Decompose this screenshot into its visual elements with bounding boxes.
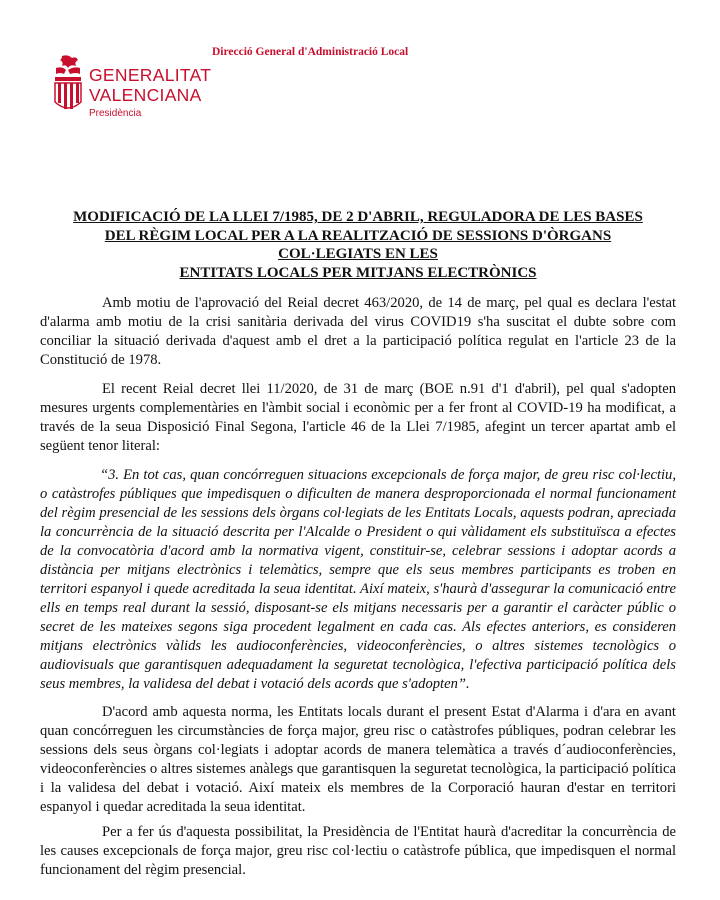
title-line: COL·LEGIATS EN LES: [278, 246, 438, 262]
paragraph-presidency: Per a fer ús d'aquesta possibilitat, la Presidència de l'Entitat haurà d'acreditar la concurrència de les causes excepcionals de força major, greu risc col·lectiu o catàstrofe pública, que impedisquen el normal funcionament del règim presencial.: [40, 824, 676, 878]
legal-quote: “3. En tot cas, quan concórreguen situacions excepcionals de força major, de greu risc col·lectiu, o catàstrofes públiques que impedisquen o dificulten de manera desproporcionada el normal funcionament del règim presencial de les sessions dels òrgans col·legiats de les Entitats Locals, aquests podran, apreciada la concurrència de la situació descrita per l'Alcalde o President o qui vàlidament els substituïsca a efectes de la convocatòria d'acord amb la normativa vigent, constituir-se, celebrar sessions i adoptar acords a distància per mitjans electrònics i telemàtics, sempre que els seus membres participants es troben en territori espanyol i quede acreditada la seua identitat. Així mateix, s'haurà d'assegurar la comunicació entre ells en temps real durant la sessió, disposant-se els mitjans necessaris per a garantir el caràcter públic o secret de les mateixes segons siga procedent legalment en cada cas. Als efectes anteriors, es consideren mitjans electrònics vàlids les audioconferències, videoconferències, o altres sistemes tecnològics o audiovisuals que garantisquen adequadament la seguretat tecnològica, l'efectiva participació política dels seus membres, la validesa del debat i votació dels acords que s'adopten”.: [40, 467, 676, 692]
paragraph-intro: Amb motiu de l'aprovació del Reial decret 463/2020, de 14 de març, pel qual es declara l'estat d'alarma amb motiu de la crisi sanitària derivada del virus COVID19 s'ha suscitat el dubte sobre com conciliar la situació derivada d'aquest amb el dret a la participació política regulat en l'article 23 de la Constitució de 1978.: [40, 295, 676, 368]
logo-subtitle: Presidència: [89, 108, 142, 119]
logo-line-1: GENERALITAT: [89, 65, 212, 85]
document-title: [40, 208, 676, 282]
paragraph-decree: El recent Reial decret llei 11/2020, de 31 de març (BOE n.91 d'1 d'abril), pel qual s'adopten mesures urgents complementàries en l'àmbit social i econòmic per a fer front al COVID-19 ha modificat, a través de la seua Disposició Final Segona, l'article 46 de la Llei 7/1985, afegint un tercer apartat amb el següent tenor literal:: [40, 381, 676, 454]
paragraph-application: D'acord amb aquesta norma, les Entitats locals durant el present Estat d'Alarma i d'ara en avant quan concórreguen les circumstàncies de força major, greu risc o catàstrofes públiques, podran celebrar les sessions dels seus òrgans col·legiats i adoptar acords de manera telemàtica a través d´audioconferències, videoconferències o altres sistemes anàlegs que garantisquen la seguretat tecnològica, la participació política i la validesa del debat i votació. Així mateix els membres de la Corporació hauran d'estar en territori espanyol i quedar acreditada la seua identitat.: [40, 704, 676, 815]
generalitat-logo: [52, 54, 252, 120]
title-line: DEL RÈGIM LOCAL PER A LA REALITZACIÓ DE SESSIONS D'ÒRGANS: [104, 227, 612, 244]
coat-of-arms-icon: [52, 54, 84, 118]
title-line: ENTITATS LOCALS PER MITJANS ELECTRÒNICS: [179, 264, 537, 281]
title-line: MODIFICACIÓ DE LA LLEI 7/1985, DE 2 D'ABRIL, REGULADORA DE LES BASES: [73, 209, 643, 225]
header-org-name: Direcció General d'Administració Local: [212, 46, 409, 58]
logo-line-2: VALENCIANA: [89, 85, 202, 105]
